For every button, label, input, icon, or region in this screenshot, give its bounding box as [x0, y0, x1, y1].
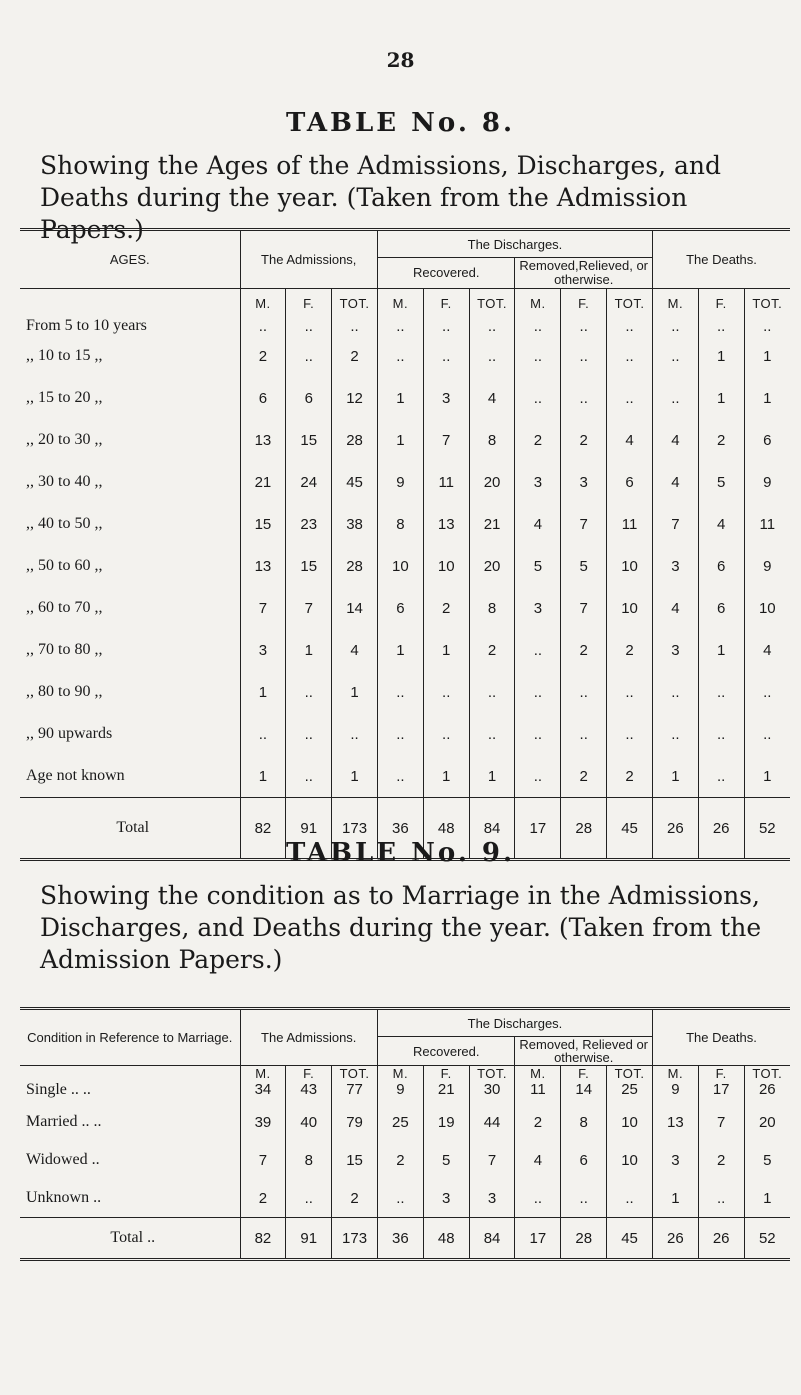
- cell-value: ..: [423, 713, 469, 755]
- f-header: F.: [423, 1066, 469, 1082]
- table-row: [20, 713, 790, 755]
- cell-value: 2: [607, 629, 653, 671]
- cell-value: 1: [652, 1179, 698, 1218]
- cell-value: 1: [377, 419, 423, 461]
- cell-value: 8: [377, 503, 423, 545]
- table-row: [20, 755, 790, 798]
- cell-value: ..: [744, 713, 790, 755]
- cell-value: 1: [332, 671, 378, 713]
- cell-value: 2: [332, 1179, 378, 1218]
- cell-value: 13: [240, 419, 286, 461]
- row-label: ,, 80 to 90 ,,: [26, 683, 103, 700]
- cell-value: 48: [423, 798, 469, 860]
- table-row: [20, 419, 790, 461]
- deaths-header: The Deaths.: [652, 230, 790, 289]
- admissions-header: The Admissions.: [240, 1009, 377, 1066]
- cell-value: ..: [286, 311, 332, 335]
- cell-value: 2: [561, 755, 607, 798]
- tot-header: TOT.: [469, 289, 515, 312]
- cell-value: 48: [423, 1218, 469, 1260]
- cell-value: 6: [286, 377, 332, 419]
- cell-value: 1: [332, 755, 378, 798]
- row-label: From 5 to 10 years: [26, 317, 147, 334]
- cell-value: 13: [652, 1103, 698, 1141]
- table-row: [20, 1081, 790, 1103]
- cell-value: 14: [561, 1081, 607, 1103]
- sub-header-row: [20, 289, 790, 312]
- cell-value: 9: [652, 1081, 698, 1103]
- cell-value: 19: [423, 1103, 469, 1141]
- cell-value: ..: [377, 335, 423, 377]
- cell-value: 2: [240, 335, 286, 377]
- cell-value: 7: [698, 1103, 744, 1141]
- cell-value: 17: [515, 798, 561, 860]
- cell-value: 2: [332, 335, 378, 377]
- cell-value: ..: [515, 335, 561, 377]
- cell-value: ..: [286, 671, 332, 713]
- cell-value: 8: [286, 1141, 332, 1179]
- cell-value: 45: [607, 1218, 653, 1260]
- cell-value: 21: [469, 503, 515, 545]
- ages-header: AGES.: [20, 230, 240, 289]
- cell-value: 173: [332, 798, 378, 860]
- marriage-table: [20, 1007, 790, 1261]
- cell-value: 28: [332, 419, 378, 461]
- cell-value: 21: [423, 1081, 469, 1103]
- row-label: Total: [20, 798, 240, 860]
- cell-value: 1: [377, 629, 423, 671]
- cell-value: ..: [607, 1179, 653, 1218]
- cell-value: 11: [744, 503, 790, 545]
- cell-value: ..: [561, 713, 607, 755]
- cell-value: 7: [423, 419, 469, 461]
- condition-header: Condition in Reference to Marriage.: [20, 1009, 240, 1066]
- table-row: [20, 1141, 790, 1179]
- cell-value: 15: [240, 503, 286, 545]
- cell-value: 1: [377, 377, 423, 419]
- cell-value: 2: [423, 587, 469, 629]
- cell-value: 91: [286, 1218, 332, 1260]
- table-row: [20, 545, 790, 587]
- cell-value: 21: [240, 461, 286, 503]
- cell-value: 10: [423, 545, 469, 587]
- f-header: F.: [286, 289, 332, 312]
- cell-value: ..: [698, 311, 744, 335]
- m-header: M.: [377, 1066, 423, 1082]
- table-row: [20, 629, 790, 671]
- cell-value: 8: [469, 587, 515, 629]
- cell-value: 10: [607, 1141, 653, 1179]
- row-label: ,, 30 to 40 ,,: [26, 473, 103, 490]
- cell-value: 2: [377, 1141, 423, 1179]
- cell-value: 4: [332, 629, 378, 671]
- cell-value: ..: [698, 713, 744, 755]
- cell-value: 2: [515, 1103, 561, 1141]
- row-label: ,, 90 upwards: [26, 725, 113, 742]
- table-8-caption: Showing the Ages of the Admissions, Discharges, and Deaths during the year. (Taken from the Admission Papers.): [40, 151, 722, 244]
- cell-value: 5: [515, 545, 561, 587]
- cell-value: 6: [240, 377, 286, 419]
- cell-value: 4: [652, 419, 698, 461]
- cell-value: 26: [652, 1218, 698, 1260]
- cell-value: ..: [652, 671, 698, 713]
- cell-value: 3: [652, 1141, 698, 1179]
- cell-value: ..: [286, 755, 332, 798]
- cell-value: ..: [423, 311, 469, 335]
- cell-value: ..: [652, 335, 698, 377]
- cell-value: 26: [698, 798, 744, 860]
- cell-value: ..: [377, 755, 423, 798]
- cell-value: ..: [423, 335, 469, 377]
- cell-value: 26: [744, 1081, 790, 1103]
- cell-value: ..: [469, 311, 515, 335]
- cell-value: 9: [377, 461, 423, 503]
- table-row: [20, 461, 790, 503]
- cell-value: 7: [561, 587, 607, 629]
- cell-value: 8: [469, 419, 515, 461]
- removed-header: Removed,Relieved, or otherwise.: [515, 258, 652, 289]
- cell-value: 1: [744, 1179, 790, 1218]
- cell-value: 10: [377, 545, 423, 587]
- table-row: [20, 311, 790, 335]
- cell-value: ..: [515, 713, 561, 755]
- cell-value: ..: [561, 1179, 607, 1218]
- table-row: [20, 671, 790, 713]
- cell-value: 20: [469, 545, 515, 587]
- cell-value: ..: [286, 335, 332, 377]
- table-9-title: TABLE No. 9.: [285, 838, 516, 868]
- cell-value: 4: [652, 461, 698, 503]
- cell-value: 1: [744, 755, 790, 798]
- table-row: [20, 503, 790, 545]
- cell-value: 45: [607, 798, 653, 860]
- cell-value: 6: [698, 587, 744, 629]
- cell-value: 4: [607, 419, 653, 461]
- cell-value: 7: [469, 1141, 515, 1179]
- cell-value: 10: [744, 587, 790, 629]
- cell-value: 10: [607, 1103, 653, 1141]
- cell-value: ..: [240, 311, 286, 335]
- cell-value: 52: [744, 1218, 790, 1260]
- row-label: ,, 20 to 30 ,,: [26, 431, 103, 448]
- cell-value: ..: [652, 311, 698, 335]
- cell-value: 10: [607, 545, 653, 587]
- cell-value: ..: [561, 671, 607, 713]
- row-label: Married .. ..: [26, 1113, 102, 1130]
- m-header: M.: [652, 289, 698, 312]
- cell-value: 11: [423, 461, 469, 503]
- sub-header-row: [20, 1066, 790, 1082]
- cell-value: 77: [332, 1081, 378, 1103]
- cell-value: 1: [744, 377, 790, 419]
- m-header: M.: [515, 289, 561, 312]
- cell-value: 1: [286, 629, 332, 671]
- cell-value: 3: [240, 629, 286, 671]
- cell-value: 5: [698, 461, 744, 503]
- cell-value: 91: [286, 798, 332, 860]
- cell-value: 9: [744, 461, 790, 503]
- tot-header: TOT.: [744, 1066, 790, 1082]
- tot-header: TOT.: [607, 1066, 653, 1082]
- cell-value: ..: [607, 713, 653, 755]
- f-header: F.: [561, 289, 607, 312]
- cell-value: 17: [698, 1081, 744, 1103]
- cell-value: 6: [744, 419, 790, 461]
- row-label: ,, 70 to 80 ,,: [26, 641, 103, 658]
- cell-value: 28: [561, 798, 607, 860]
- cell-value: 4: [515, 1141, 561, 1179]
- cell-value: 12: [332, 377, 378, 419]
- cell-value: 5: [561, 545, 607, 587]
- cell-value: 15: [286, 419, 332, 461]
- cell-value: 25: [607, 1081, 653, 1103]
- cell-value: 2: [698, 419, 744, 461]
- row-label: Widowed ..: [26, 1151, 100, 1168]
- cell-value: 36: [377, 1218, 423, 1260]
- recovered-header: Recovered.: [377, 258, 514, 289]
- cell-value: 25: [377, 1103, 423, 1141]
- ages-table: [20, 228, 790, 861]
- f-header: F.: [561, 1066, 607, 1082]
- ages-table-body: [20, 311, 790, 860]
- cell-value: ..: [515, 671, 561, 713]
- m-header: M.: [377, 289, 423, 312]
- cell-value: 1: [698, 377, 744, 419]
- tot-header: TOT.: [607, 289, 653, 312]
- row-label: ,, 40 to 50 ,,: [26, 515, 103, 532]
- row-label: ,, 15 to 20 ,,: [26, 389, 103, 406]
- cell-value: 24: [286, 461, 332, 503]
- cell-value: ..: [607, 311, 653, 335]
- cell-value: 1: [698, 335, 744, 377]
- cell-value: 52: [744, 798, 790, 860]
- discharges-header: The Discharges.: [377, 230, 652, 258]
- cell-value: 45: [332, 461, 378, 503]
- cell-value: ..: [377, 1179, 423, 1218]
- f-header: F.: [423, 289, 469, 312]
- cell-value: 3: [423, 1179, 469, 1218]
- row-label: ,, 60 to 70 ,,: [26, 599, 103, 616]
- cell-value: 4: [698, 503, 744, 545]
- cell-value: ..: [561, 377, 607, 419]
- cell-value: ..: [652, 377, 698, 419]
- cell-value: 4: [652, 587, 698, 629]
- tot-header: TOT.: [469, 1066, 515, 1082]
- cell-value: 1: [744, 335, 790, 377]
- cell-value: ..: [744, 671, 790, 713]
- cell-value: 11: [607, 503, 653, 545]
- table-row: [20, 1103, 790, 1141]
- cell-value: 1: [469, 755, 515, 798]
- cell-value: 84: [469, 798, 515, 860]
- cell-value: 6: [377, 587, 423, 629]
- cell-value: 1: [652, 755, 698, 798]
- cell-value: 7: [561, 503, 607, 545]
- cell-value: 2: [515, 419, 561, 461]
- row-label: Total ..: [20, 1218, 240, 1260]
- cell-value: 4: [515, 503, 561, 545]
- deaths-header: The Deaths.: [652, 1009, 790, 1066]
- removed-header: Removed, Relieved or otherwise.: [515, 1037, 652, 1066]
- cell-value: 9: [377, 1081, 423, 1103]
- cell-value: 3: [515, 587, 561, 629]
- cell-value: 26: [652, 798, 698, 860]
- cell-value: 2: [561, 629, 607, 671]
- row-label: Single .. ..: [26, 1081, 91, 1098]
- cell-value: 6: [607, 461, 653, 503]
- cell-value: 3: [561, 461, 607, 503]
- table-9-caption: Showing the condition as to Marriage in the Admissions, Discharges, and Deaths during the year. (Taken from the Admission Papers.): [40, 881, 762, 974]
- cell-value: 10: [607, 587, 653, 629]
- m-header: M.: [515, 1066, 561, 1082]
- cell-value: 20: [744, 1103, 790, 1141]
- f-header: F.: [698, 1066, 744, 1082]
- cell-value: ..: [561, 311, 607, 335]
- cell-value: 13: [240, 545, 286, 587]
- admissions-header: The Admissions,: [240, 230, 377, 289]
- cell-value: 84: [469, 1218, 515, 1260]
- cell-value: 9: [744, 545, 790, 587]
- cell-value: ..: [515, 1179, 561, 1218]
- table-row: [20, 587, 790, 629]
- cell-value: ..: [607, 377, 653, 419]
- cell-value: 11: [515, 1081, 561, 1103]
- cell-value: 1: [698, 629, 744, 671]
- marriage-table-body: [20, 1081, 790, 1260]
- cell-value: ..: [469, 671, 515, 713]
- cell-value: 5: [423, 1141, 469, 1179]
- cell-value: ..: [515, 311, 561, 335]
- cell-value: 38: [332, 503, 378, 545]
- cell-value: 5: [744, 1141, 790, 1179]
- cell-value: ..: [698, 671, 744, 713]
- table-row: [20, 335, 790, 377]
- cell-value: 6: [561, 1141, 607, 1179]
- cell-value: ..: [240, 713, 286, 755]
- cell-value: 30: [469, 1081, 515, 1103]
- cell-value: 82: [240, 798, 286, 860]
- cell-value: 3: [423, 377, 469, 419]
- cell-value: 40: [286, 1103, 332, 1141]
- cell-value: ..: [469, 713, 515, 755]
- cell-value: 3: [652, 545, 698, 587]
- row-label: ,, 10 to 15 ,,: [26, 347, 103, 364]
- cell-value: ..: [377, 311, 423, 335]
- cell-value: 15: [286, 545, 332, 587]
- cell-value: 1: [423, 629, 469, 671]
- cell-value: ..: [469, 335, 515, 377]
- f-header: F.: [286, 1066, 332, 1082]
- cell-value: ..: [332, 713, 378, 755]
- cell-value: 44: [469, 1103, 515, 1141]
- cell-value: 1: [240, 671, 286, 713]
- cell-value: 34: [240, 1081, 286, 1103]
- cell-value: ..: [698, 1179, 744, 1218]
- cell-value: ..: [286, 1179, 332, 1218]
- cell-value: ..: [561, 335, 607, 377]
- cell-value: ..: [607, 671, 653, 713]
- cell-value: ..: [744, 311, 790, 335]
- cell-value: 1: [423, 755, 469, 798]
- cell-value: 13: [423, 503, 469, 545]
- cell-value: 20: [469, 461, 515, 503]
- cell-value: 8: [561, 1103, 607, 1141]
- cell-value: 14: [332, 587, 378, 629]
- total-row: [20, 1218, 790, 1260]
- cell-value: ..: [423, 671, 469, 713]
- tot-header: TOT.: [332, 1066, 378, 1082]
- cell-value: 3: [652, 629, 698, 671]
- cell-value: 7: [652, 503, 698, 545]
- cell-value: ..: [332, 311, 378, 335]
- cell-value: 2: [469, 629, 515, 671]
- table-8-title: TABLE No. 8.: [285, 108, 516, 138]
- cell-value: ..: [607, 335, 653, 377]
- cell-value: 2: [698, 1141, 744, 1179]
- cell-value: 6: [698, 545, 744, 587]
- cell-value: 2: [607, 755, 653, 798]
- cell-value: ..: [698, 755, 744, 798]
- cell-value: 3: [515, 461, 561, 503]
- cell-value: 15: [332, 1141, 378, 1179]
- cell-value: 4: [469, 377, 515, 419]
- cell-value: ..: [652, 713, 698, 755]
- cell-value: 82: [240, 1218, 286, 1260]
- cell-value: 173: [332, 1218, 378, 1260]
- cell-value: 23: [286, 503, 332, 545]
- tot-header: TOT.: [744, 289, 790, 312]
- table-row: [20, 377, 790, 419]
- cell-value: 7: [286, 587, 332, 629]
- m-header: M.: [240, 289, 286, 312]
- cell-value: 43: [286, 1081, 332, 1103]
- cell-value: ..: [515, 755, 561, 798]
- cell-value: ..: [515, 377, 561, 419]
- cell-value: ..: [515, 629, 561, 671]
- cell-value: 2: [240, 1179, 286, 1218]
- f-header: F.: [698, 289, 744, 312]
- m-header: M.: [240, 1066, 286, 1082]
- cell-value: 7: [240, 1141, 286, 1179]
- cell-value: 3: [469, 1179, 515, 1218]
- cell-value: 26: [698, 1218, 744, 1260]
- cell-value: 4: [744, 629, 790, 671]
- row-label: Age not known: [26, 767, 125, 784]
- cell-value: 28: [332, 545, 378, 587]
- page-number: 28: [386, 48, 415, 72]
- cell-value: 28: [561, 1218, 607, 1260]
- cell-value: 36: [377, 798, 423, 860]
- row-label: Unknown ..: [26, 1189, 102, 1206]
- table-row: [20, 1179, 790, 1218]
- m-header: M.: [652, 1066, 698, 1082]
- cell-value: 79: [332, 1103, 378, 1141]
- cell-value: 39: [240, 1103, 286, 1141]
- tot-header: TOT.: [332, 289, 378, 312]
- cell-value: 2: [561, 419, 607, 461]
- cell-value: 1: [240, 755, 286, 798]
- row-label: ,, 50 to 60 ,,: [26, 557, 103, 574]
- cell-value: 17: [515, 1218, 561, 1260]
- cell-value: ..: [377, 713, 423, 755]
- discharges-header: The Discharges.: [377, 1009, 652, 1037]
- cell-value: 7: [240, 587, 286, 629]
- cell-value: ..: [286, 713, 332, 755]
- cell-value: ..: [377, 671, 423, 713]
- recovered-header: Recovered.: [377, 1037, 514, 1066]
